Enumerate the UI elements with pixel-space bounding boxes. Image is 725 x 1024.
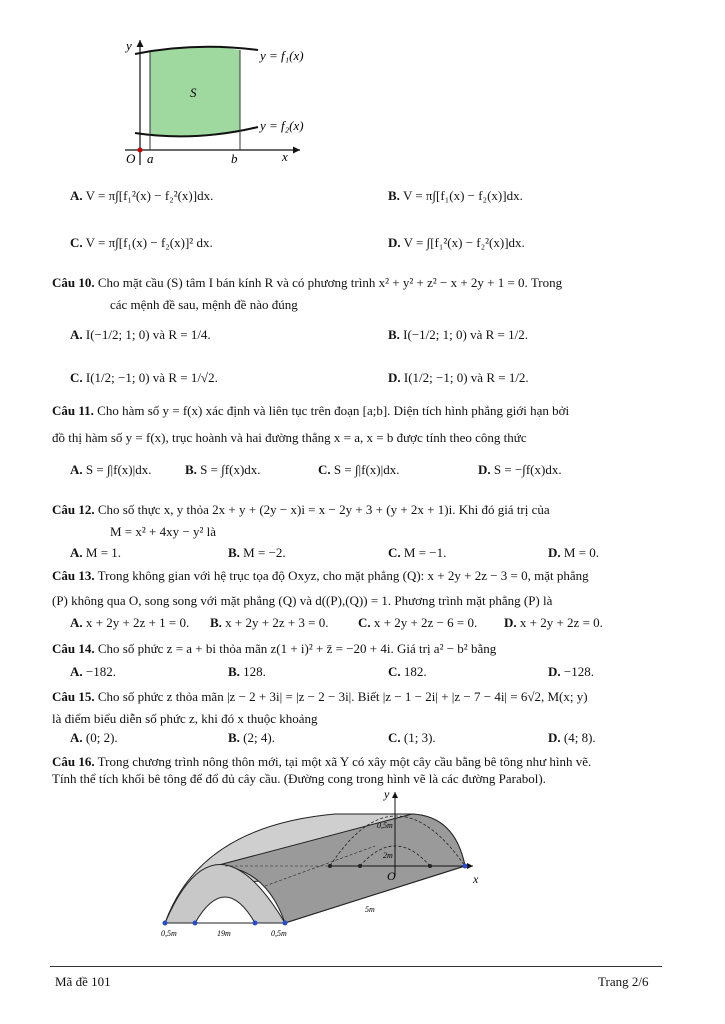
q9-option-a: A. V = π∫[f₁²(x) − f₂²(x)]dx. — [70, 188, 214, 203]
q13-option-d: D. x + 2y + 2z = 0. — [504, 615, 603, 630]
bridge-x-label: x — [473, 872, 479, 886]
bridge-right-offset-label: 0,5m — [271, 929, 287, 938]
q14-label: Câu 14. — [52, 641, 95, 656]
q14-stem: Câu 14. Cho số phức z = a + bi thỏa mãn z(1 + i)² + z̄ = −20 + 4i. Giá trị a² − b² bằng — [52, 641, 497, 656]
q12-stem: Câu 12. Cho số thực x, y thỏa 2x + y + (2y − x)i = x − 2y + 3 + (y + 2x + 1)i. Khi đó giá trị của — [52, 502, 550, 517]
footer-divider — [50, 966, 662, 967]
y-axis-label: y — [126, 38, 132, 53]
q12-label: Câu 12. — [52, 502, 95, 517]
q9-option-c: C. V = π∫[f₁(x) − f₂(x)]² dx. — [70, 235, 213, 250]
q15-option-a: A. (0; 2). — [70, 730, 118, 745]
f1-label: y = f₁(x) — [260, 48, 304, 63]
q13-stem: Câu 13. Trong không gian với hệ trục tọa độ Oxyz, cho mặt phẳng (Q): x + 2y + 2z − 3 = 0, mặt phẳng — [52, 568, 589, 583]
footer-exam-code: Mã đề 101 — [55, 974, 111, 989]
q11-label: Câu 11. — [52, 403, 94, 418]
bridge-y-label: y — [384, 787, 390, 801]
origin-label: O — [126, 151, 136, 166]
q9-option-a-text: V = π∫[f₁²(x) − f₂²(x)]dx. — [85, 188, 214, 203]
q14-option-c: C. 182. — [388, 664, 427, 679]
bridge-top-height-label: 0,5m — [377, 821, 393, 830]
q11-option-a: A. S = ∫|f(x)|dx. — [70, 462, 152, 477]
q12-option-b: B. M = −2. — [228, 545, 286, 560]
q14-option-b: B. 128. — [228, 664, 266, 679]
q10-stem: Câu 10. Cho mặt cầu (S) tâm I bán kính R và có phương trình x² + y² + z² − x + 2y + 1 = 0. Trong — [52, 275, 563, 290]
q13-option-c: C. x + 2y + 2z − 6 = 0. — [358, 615, 478, 630]
q10-option-b: B. I(−1/2; 1; 0) và R = 1/2. — [388, 327, 528, 342]
q16-stem-line2: Tính thể tích khối bê tông để đổ đủ cây cầu. (Đường cong trong hình vẽ là các đường Parabol). — [52, 771, 546, 786]
q9-option-b: B. V = π∫[f₁(x) − f₂(x)]dx. — [388, 188, 523, 203]
q13-option-a: A. x + 2y + 2z + 1 = 0. — [70, 615, 190, 630]
a-label: a — [147, 151, 154, 166]
q10-option-c: C. I(1/2; −1; 0) và R = 1/√2. — [70, 370, 218, 385]
q15-option-d: D. (4; 8). — [548, 730, 596, 745]
f2-label: y = f₂(x) — [260, 118, 304, 133]
q14-option-d: D. −128. — [548, 664, 594, 679]
q9-option-d: D. V = ∫[f₁²(x) − f₂²(x)]dx. — [388, 235, 525, 250]
bridge-origin-label: O — [387, 869, 396, 883]
q10-stem-line2: các mệnh đề sau, mệnh đề nào đúng — [110, 297, 298, 312]
q13-label: Câu 13. — [52, 568, 95, 583]
q12-option-a: A. M = 1. — [70, 545, 122, 560]
q10-label: Câu 10. — [52, 275, 95, 290]
q13-stem-line2: (P) không qua O, song song với mặt phẳng (Q) và d((P),(Q)) = 1. Phương trình mặt phẳng (P) là — [52, 593, 553, 608]
q14-option-a: A. −182. — [70, 664, 116, 679]
q13-option-b: B. x + 2y + 2z + 3 = 0. — [210, 615, 329, 630]
q15-option-b: B. (2; 4). — [228, 730, 275, 745]
q16-stem: Câu 16. Trong chương trình nông thôn mới, tại một xã Y có xây một cây cầu bằng bê tông như hình vẽ. — [52, 754, 592, 769]
q12-option-d: D. M = 0. — [548, 545, 600, 560]
q16-label: Câu 16. — [52, 754, 95, 769]
q11-option-d: D. S = −∫f(x)dx. — [478, 462, 562, 477]
b-label: b — [231, 151, 238, 166]
bridge-inner-height-label: 2m — [383, 851, 393, 860]
q10-option-a: A. I(−1/2; 1; 0) và R = 1/4. — [70, 327, 211, 342]
q11-stem-line2: đồ thị hàm số y = f(x), trục hoành và hai đường thẳng x = a, x = b được tính theo công thức — [52, 430, 527, 445]
q12-stem-line2: M = x² + 4xy − y² là — [110, 524, 216, 539]
q9-option-c-text: V = π∫[f₁(x) − f₂(x)]² dx. — [85, 235, 213, 250]
q11-stem: Câu 11. Cho hàm số y = f(x) xác định và liên tục trên đoạn [a;b]. Diện tích hình phẳng giới hạn bởi — [52, 403, 570, 418]
q15-label: Câu 15. — [52, 689, 95, 704]
footer-page-number: Trang 2/6 — [598, 974, 649, 989]
bridge-left-offset-label: 0,5m — [161, 929, 177, 938]
s-label: S — [190, 85, 197, 100]
q11-option-b: B. S = ∫f(x)dx. — [185, 462, 261, 477]
q12-option-c: C. M = −1. — [388, 545, 447, 560]
q10-option-d: D. I(1/2; −1; 0) và R = 1/2. — [388, 370, 529, 385]
bridge-figure — [155, 786, 485, 941]
q9-option-d-text: V = ∫[f₁²(x) − f₂²(x)]dx. — [403, 235, 525, 250]
area-figure — [110, 30, 330, 170]
q15-stem-line2: là điểm biểu diễn số phức z, khi đó x thuộc khoảng — [52, 711, 318, 726]
x-axis-label: x — [282, 149, 288, 164]
q9-option-b-text: V = π∫[f₁(x) − f₂(x)]dx. — [402, 188, 523, 203]
bridge-span-label: 19m — [217, 929, 231, 938]
q11-option-c: C. S = ∫|f(x)|dx. — [318, 462, 400, 477]
q15-stem: Câu 15. Cho số phức z thỏa mãn |z − 2 + 3i| = |z − 2 − 3i|. Biết |z − 1 − 2i| + |z − 7 − 4i| = 6√2, M(x; y) — [52, 689, 588, 704]
q15-option-c: C. (1; 3). — [388, 730, 436, 745]
bridge-width-label: 5m — [365, 905, 375, 914]
